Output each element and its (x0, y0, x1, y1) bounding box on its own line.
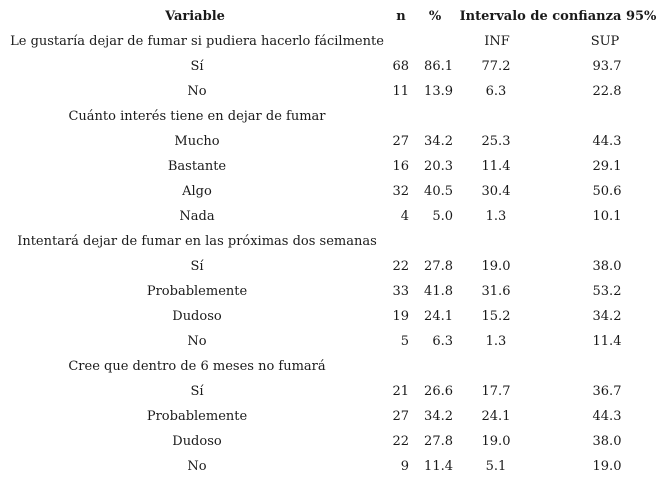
header-variable: Variable (165, 9, 225, 24)
table-row (0, 429, 660, 454)
option-label: Probablemente (146, 409, 248, 424)
count-value: 27 (392, 409, 409, 424)
ci-lower-value: 30.4 (481, 184, 511, 199)
count-value: 33 (392, 284, 409, 299)
question-label: Intentará dejar de fumar en las próximas dos semanas (17, 234, 377, 249)
ci-upper-value: 19.0 (592, 459, 622, 474)
count-value: 27 (392, 134, 409, 149)
ci-upper-value: 38.0 (592, 434, 622, 449)
table-row (0, 304, 660, 329)
count-value: 21 (392, 384, 409, 399)
option-label: No (187, 334, 207, 349)
table-row (0, 154, 660, 179)
percent-value: 13.9 (424, 84, 453, 99)
table-row (0, 404, 660, 429)
ci-lower-value: 77.2 (481, 59, 511, 74)
question-label: Cree que dentro de 6 meses no fumará (68, 359, 326, 374)
option-label: Sí (190, 59, 204, 74)
header-confidence-interval: Intervalo de confianza 95% (459, 9, 657, 24)
count-value: 11 (392, 84, 409, 99)
percent-value: 86.1 (424, 59, 453, 74)
count-value: 22 (392, 434, 409, 449)
percent-value: 5.0 (432, 209, 453, 224)
option-label: Sí (190, 384, 204, 399)
ci-upper-value: 44.3 (592, 134, 622, 149)
percent-value: 27.8 (424, 434, 453, 449)
table-row (0, 79, 660, 104)
ci-lower-value: 19.0 (481, 259, 511, 274)
count-value: 32 (392, 184, 409, 199)
ci-lower-value: 15.2 (481, 309, 511, 324)
percent-value: 41.8 (424, 284, 453, 299)
option-label: Nada (179, 209, 215, 224)
count-value: 4 (400, 209, 409, 224)
ci-lower-value: 1.3 (485, 334, 507, 349)
percent-value: 40.5 (424, 184, 453, 199)
count-value: 68 (392, 59, 409, 74)
percent-value: 34.2 (424, 409, 453, 424)
ci-upper-value: 29.1 (592, 159, 622, 174)
percent-value: 26.6 (424, 384, 453, 399)
ci-lower-label: INF (484, 34, 510, 49)
question-row (0, 354, 660, 379)
option-label: Dudoso (172, 434, 222, 449)
table-header-row (0, 4, 660, 29)
percent-value: 24.1 (424, 309, 453, 324)
ci-upper-value: 50.6 (592, 184, 622, 199)
table-row (0, 279, 660, 304)
ci-lower-value: 5.1 (485, 459, 507, 474)
count-value: 5 (400, 334, 409, 349)
option-label: Algo (182, 184, 212, 199)
ci-lower-value: 25.3 (481, 134, 511, 149)
percent-value: 34.2 (424, 134, 453, 149)
ci-lower-value: 17.7 (481, 384, 511, 399)
ci-lower-value: 1.3 (485, 209, 507, 224)
option-label: No (187, 84, 207, 99)
ci-upper-value: 34.2 (592, 309, 622, 324)
count-value: 16 (392, 159, 409, 174)
option-label: Sí (190, 259, 204, 274)
question-row (0, 29, 660, 54)
header-n: n (396, 9, 406, 24)
header-percent: % (428, 9, 442, 24)
ci-lower-value: 11.4 (481, 159, 511, 174)
ci-upper-value: 93.7 (592, 59, 622, 74)
table-row (0, 54, 660, 79)
ci-upper-value: 38.0 (592, 259, 622, 274)
percent-value: 6.3 (432, 334, 453, 349)
table-row (0, 179, 660, 204)
option-label: Bastante (167, 159, 227, 174)
percent-value: 20.3 (424, 159, 453, 174)
ci-upper-value: 36.7 (592, 384, 622, 399)
ci-lower-value: 24.1 (481, 409, 511, 424)
ci-lower-value: 31.6 (481, 284, 511, 299)
ci-upper-value: 53.2 (592, 284, 622, 299)
ci-upper-value: 44.3 (592, 409, 622, 424)
question-row (0, 229, 660, 254)
percent-value: 11.4 (424, 459, 453, 474)
ci-lower-value: 6.3 (485, 84, 507, 99)
option-label: No (187, 459, 207, 474)
question-label: Cuánto interés tiene en dejar de fumar (68, 109, 326, 124)
count-value: 19 (392, 309, 409, 324)
ci-upper-value: 11.4 (592, 334, 622, 349)
table-row (0, 379, 660, 404)
option-label: Mucho (174, 134, 220, 149)
count-value: 22 (392, 259, 409, 274)
option-label: Probablemente (146, 284, 248, 299)
percent-value: 27.8 (424, 259, 453, 274)
ci-lower-value: 19.0 (481, 434, 511, 449)
ci-upper-value: 10.1 (592, 209, 622, 224)
table-row (0, 454, 660, 479)
table-row (0, 204, 660, 229)
count-value: 9 (400, 459, 409, 474)
table-row (0, 129, 660, 154)
question-row (0, 104, 660, 129)
table-row (0, 329, 660, 354)
option-label: Dudoso (172, 309, 222, 324)
ci-upper-value: 22.8 (592, 84, 622, 99)
table-row (0, 254, 660, 279)
ci-upper-label: SUP (590, 34, 620, 49)
question-label: Le gustaría dejar de fumar si pudiera hacerlo fácilmente (10, 34, 384, 49)
